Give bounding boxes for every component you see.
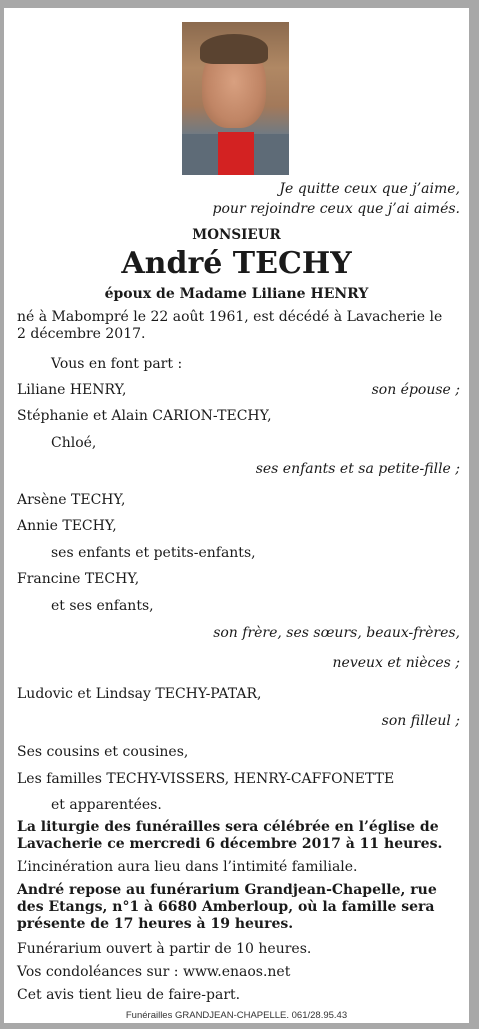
footer-funeral-home: Funérailles GRANDJEAN-CHAPELLE. 061/28.95.43 [125, 1010, 348, 1021]
honorific: MONSIEUR [192, 227, 281, 243]
photo-hair [200, 34, 268, 64]
family-ludovic: Ludovic et Lindsay TECHY-PATAR, [17, 686, 262, 702]
deceased-name: André TECHY [121, 246, 352, 281]
role-children: ses enfants et sa petite-fille ; [255, 461, 460, 477]
cremation-notice: L’incinération aura lieu dans l’intimité familiale. [17, 859, 358, 875]
family-families: Les familles TECHY-VISSERS, HENRY-CAFFONETTE [17, 771, 395, 787]
funerarium-notice: André repose au funérarium Grandjean-Chapelle, rue des Etangs, n°1 à 6680 Amberloup, où la famille sera présente de 17 heures à 19 heures. [17, 882, 437, 932]
family-annie: Annie TECHY, [17, 518, 117, 534]
obituary-sheet [4, 8, 469, 1023]
family-francine-children: et ses enfants, [51, 598, 154, 614]
portrait-photo [182, 22, 289, 175]
liturgy-notice: La liturgie des funérailles sera célébrée en l’église de Lavacherie ce mercredi 6 décembre 2017 à 11 heures. [17, 819, 443, 852]
birth-death: né à Mabompré le 22 août 1961, est décédé à Lavacherie le 2 décembre 2017. [17, 309, 443, 342]
quote-line-2: pour rejoindre ceux que j’ai aimés. [212, 201, 460, 217]
family-chloe: Chloé, [51, 435, 97, 451]
family-cousins: Ses cousins et cousines, [17, 744, 189, 760]
family-arsene: Arsène TECHY, [17, 492, 126, 508]
condolences: Vos condoléances sur : www.enaos.net [17, 964, 291, 980]
role-nephews: neveux et nièces ; [332, 655, 460, 671]
quote-line-1: Je quitte ceux que j’aime, [279, 181, 460, 197]
family-liliane: Liliane HENRY, [17, 382, 127, 398]
photo-tshirt [218, 132, 254, 175]
family-related: et apparentées. [51, 797, 162, 813]
role-godson: son filleul ; [381, 713, 460, 729]
role-spouse: son épouse ; [371, 382, 460, 398]
spouse-line: époux de Madame Liliane HENRY [104, 286, 369, 302]
family-annie-children: ses enfants et petits-enfants, [51, 545, 256, 561]
intro-text: Vous en font part : [51, 356, 183, 372]
notice-text: Cet avis tient lieu de faire-part. [17, 987, 241, 1003]
role-siblings: son frère, ses sœurs, beaux-frères, [213, 625, 460, 641]
family-stephanie: Stéphanie et Alain CARION-TECHY, [17, 408, 272, 424]
family-francine: Francine TECHY, [17, 571, 140, 587]
open-hours: Funérarium ouvert à partir de 10 heures. [17, 941, 312, 957]
